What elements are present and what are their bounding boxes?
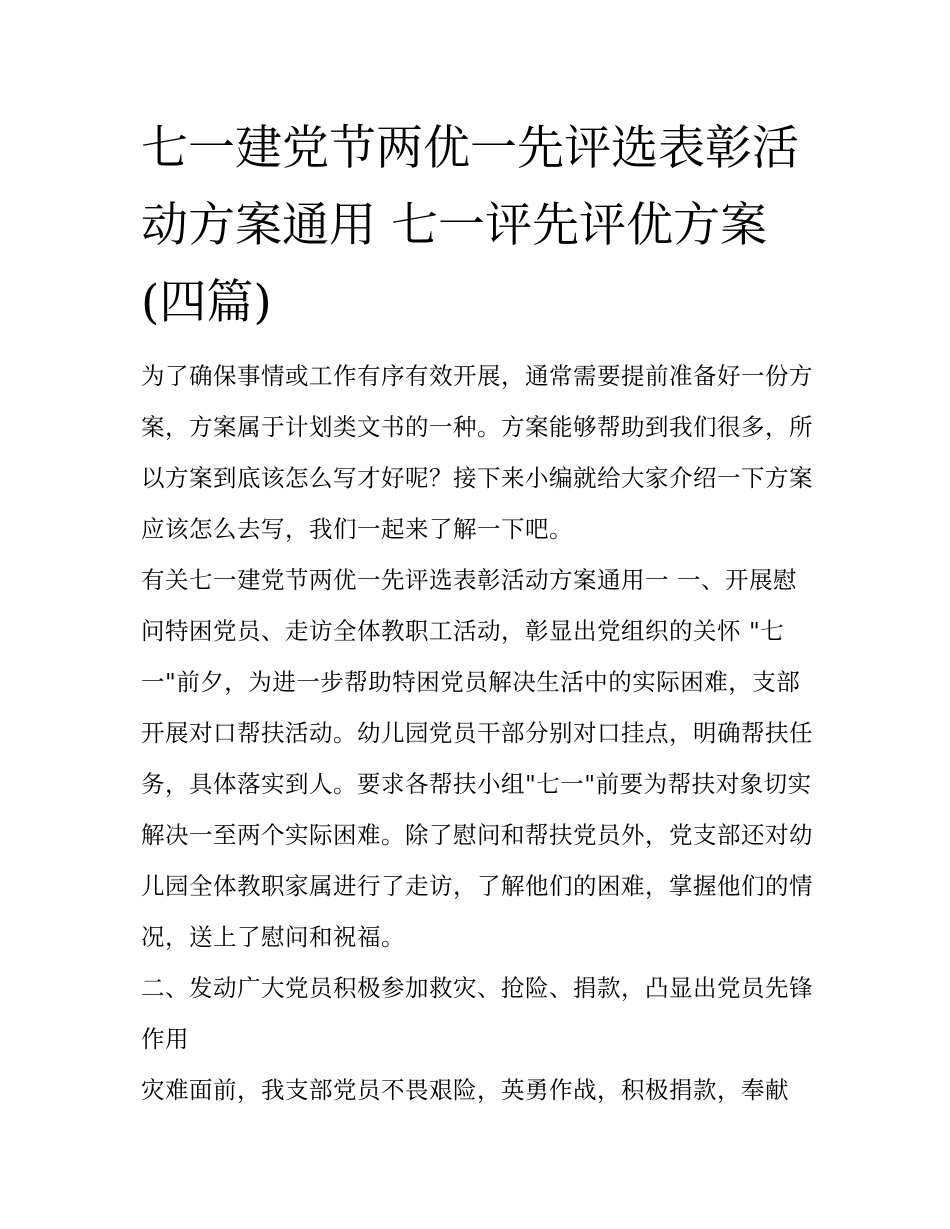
title-block <box>141 110 813 341</box>
paragraph-section-two-heading: 二、发动广大党员积极参加救灾、抢险、捐款，凸显出党员先锋作用 <box>141 974 813 1053</box>
document-title: 七一建党节两优一先评选表彰活动方案通用 七一评先评优方案(四篇) <box>141 121 799 330</box>
paragraph-section-one: 有关七一建党节两优一先评选表彰活动方案通用一 一、开展慰问特困党员、走访全体教职工活动，彰显出党组织的关怀 "七一"前夕，为进一步帮助特困党员解决生活中的实际困难，支部开展对口帮扶活动。幼儿园党员干部分别对口挂点，明确帮扶任务，具体落实到人。要求各帮扶小组"七一"前要为帮扶对象切实解决一至两个实际困难。除了慰问和帮扶党员外，党支部还对幼儿园全体教职家属进行了走访，了解他们的困难，掌握他们的情况，送上了慰问和祝福。 <box>141 566 813 951</box>
paragraph-section-two-body: 灾难面前，我支部党员不畏艰险，英勇作战，积极捐款，奉献 <box>141 1076 789 1104</box>
paragraph-intro: 为了确保事情或工作有序有效开展，通常需要提前准备好一份方案，方案属于计划类文书的一种。方案能够帮助到我们很多，所以方案到底该怎么写才好呢？接下来小编就给大家介绍一下方案应该怎么去写，我们一起来了解一下吧。 <box>141 362 813 543</box>
document-page <box>141 110 813 1116</box>
